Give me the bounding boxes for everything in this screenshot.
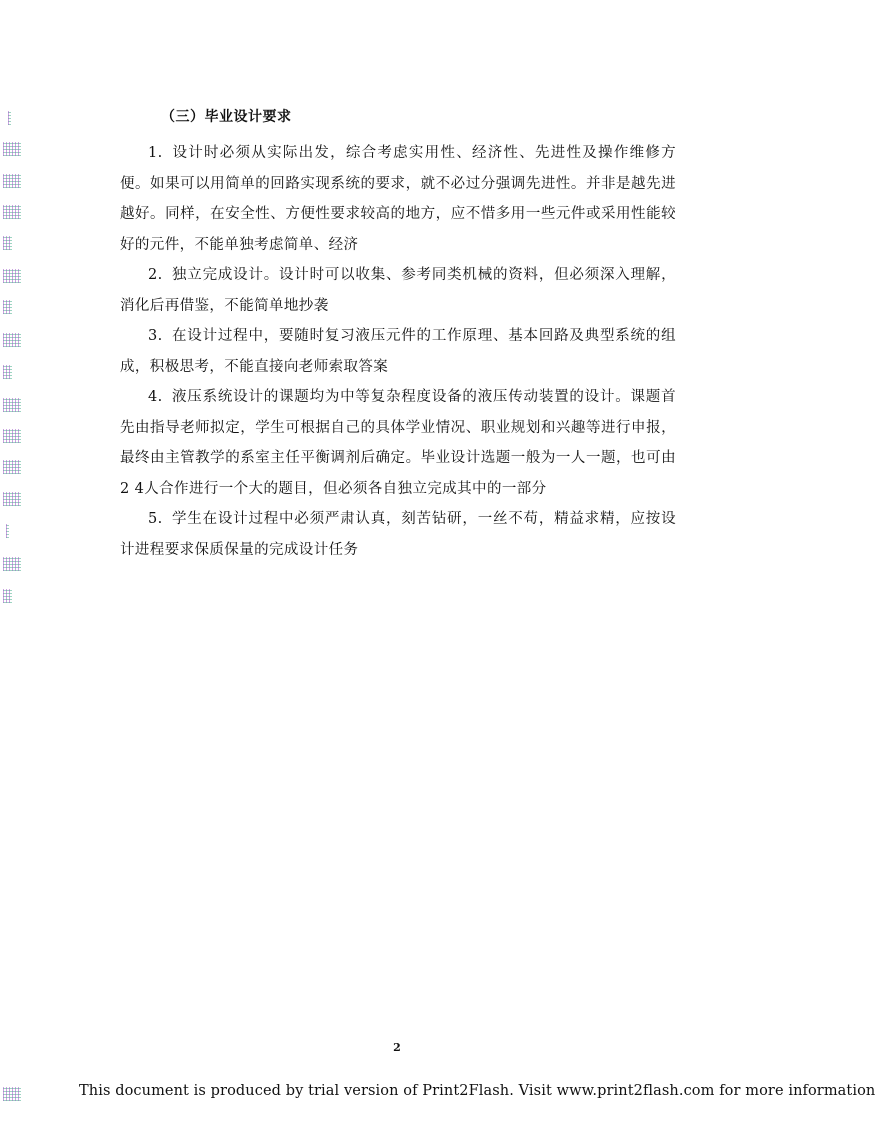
margin-artifact xyxy=(3,1087,21,1101)
paragraph-number: 1. xyxy=(148,145,163,161)
margin-artifact xyxy=(3,589,12,603)
requirement-paragraph-3 xyxy=(120,321,676,382)
requirement-paragraph-5 xyxy=(120,504,676,565)
margin-artifact xyxy=(3,492,21,506)
margin-artifact xyxy=(3,429,21,443)
paragraph-text: 液压系统设计的课题均为中等复杂程度设备的液压传动装置的设计。课题首先由指导老师拟定，学生可根据自己的具体学业情况、职业规划和兴趣等进行申报，最终由主管教学的系室主任平衡调剂后确定。毕业设计选题一般为一人一题，也可由2 4人合作进行一个大的题目，但必须各自独立完成其中的一部分 xyxy=(120,389,676,497)
margin-artifact xyxy=(3,460,21,474)
margin-artifact xyxy=(3,300,12,314)
paragraph-number: 2. xyxy=(148,267,163,283)
paragraph-number: 5. xyxy=(148,511,163,527)
margin-artifact xyxy=(6,524,9,538)
margin-artifact xyxy=(3,557,21,571)
trial-watermark-footer: This document is produced by trial version of Print2Flash. Visit www.print2flash.com for more information xyxy=(79,1083,875,1099)
margin-artifact xyxy=(3,269,21,283)
paragraph-text: 学生在设计过程中必须严肃认真，刻苦钻研，一丝不苟，精益求精，应按设计进程要求保质保量的完成设计任务 xyxy=(120,511,676,558)
paragraph-number: 4. xyxy=(148,389,163,405)
paragraph-text: 在设计过程中，要随时复习液压元件的工作原理、基本回路及典型系统的组成，积极思考，不能直接向老师索取答案 xyxy=(120,328,676,375)
margin-artifact xyxy=(3,365,12,379)
paragraph-text: 独立完成设计。设计时可以收集、参考同类机械的资料，但必须深入理解，消化后再借鉴，不能简单地抄袭 xyxy=(120,267,676,314)
page-number: 2 xyxy=(393,1041,401,1054)
margin-artifact xyxy=(3,398,21,412)
requirement-paragraph-4 xyxy=(120,382,676,504)
margin-artifact xyxy=(3,174,21,188)
margin-artifact xyxy=(3,333,21,347)
requirement-paragraph-2 xyxy=(120,260,676,321)
margin-artifact xyxy=(3,236,12,250)
section-heading: （三）毕业设计要求 xyxy=(161,109,292,125)
body-text xyxy=(120,138,676,565)
paragraph-text: 设计时必须从实际出发，综合考虑实用性、经济性、先进性及操作维修方便。如果可以用简单的回路实现系统的要求，就不必过分强调先进性。并非是越先进越好。同样，在安全性、方便性要求较高的地方，应不惜多用一些元件或采用性能较好的元件，不能单独考虑简单、经济 xyxy=(120,145,676,253)
margin-artifact xyxy=(3,142,21,156)
margin-artifact xyxy=(3,205,21,219)
margin-artifact xyxy=(8,111,11,125)
paragraph-number: 3. xyxy=(148,328,163,344)
requirement-paragraph-1 xyxy=(120,138,676,260)
